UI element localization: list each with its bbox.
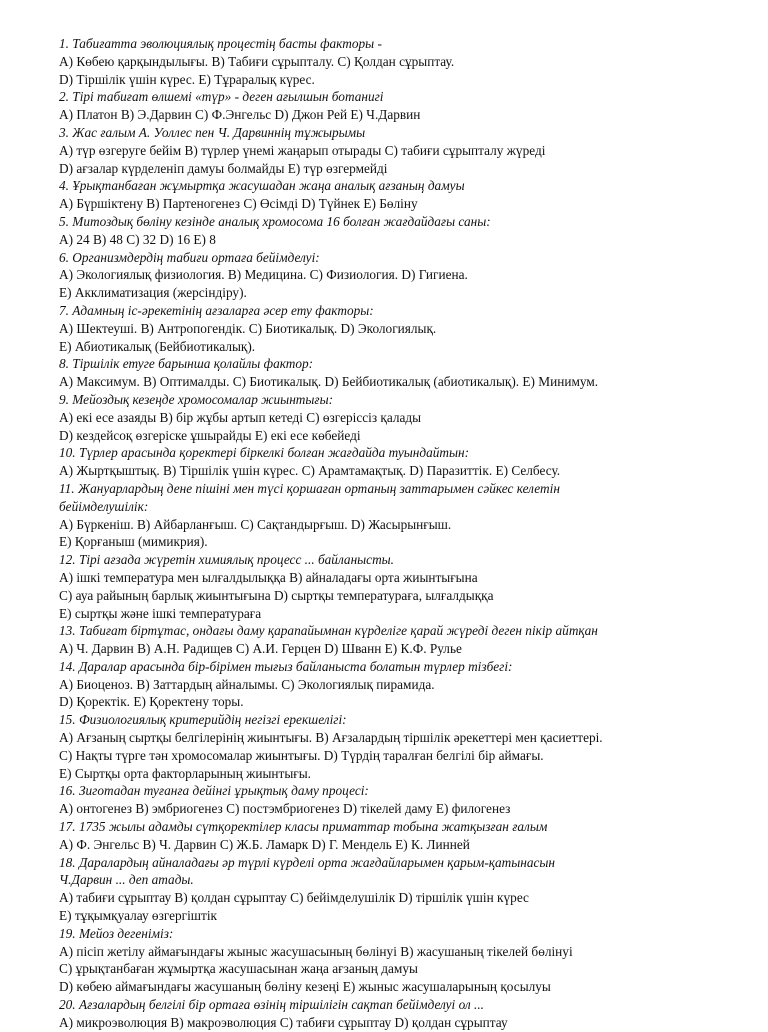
answer-options-line: D) Тіршілік үшін күрес. E) Тұраралық күрес. — [59, 71, 315, 87]
answer-options-line: A) Ағзаның сыртқы белгілерінің жиынтығы. B) Ағзалардың тіршілік әрекеттері мен қасиеттері. — [59, 730, 603, 746]
question-line: 14. Даралар арасында бір-бірімен тығыз байланыста болатын түрлер тізбегі: — [59, 658, 513, 674]
answer-options-line: A) табиғи сұрыптау B) қолдан сұрыптау C) бейімделушілік D) тіршілік үшін күрес — [59, 890, 529, 906]
answer-options-line: A) Көбею қарқындылығы. B) Табиғи сұрыпталу. C) Қолдан сұрыптау. — [59, 53, 455, 69]
answer-options-line: E) Қорғаныш (мимикрия). — [59, 534, 208, 550]
answer-options-line: D) кездейсоқ өзгеріске ұшырайды E) екі есе көбейеді — [59, 427, 361, 443]
question-line: 20. Ағзалардың белгілі бір ортаға өзінің тіршілігін сақтап бейімделуі ол ... — [59, 997, 484, 1013]
answer-options-line: A) Шектеуші. B) Антропогендік. C) Биотикалық. D) Экологиялық. — [59, 320, 437, 336]
question-line: Ч.Дарвин ... деп атады. — [59, 872, 194, 888]
answer-options-line: A) Бүркеніш. B) Айбарланғыш. C) Сақтандырғыш. D) Жасырынғыш. — [59, 516, 452, 532]
answer-options-line: A) Биоценоз. B) Заттардың айналымы. C) Экологиялық пирамида. — [59, 676, 435, 692]
question-line: 15. Физиологиялық критерийдің негізгі ерекшелігі: — [59, 712, 347, 728]
question-line: 19. Мейоз дегеніміз: — [59, 925, 174, 941]
answer-options-line: D) көбею аймағындағы жасушаның бөліну кезеңі E) жыныс жасушаларының қосылуы — [59, 979, 551, 995]
answer-options-line: A) Экологиялық физиология. B) Медицина. C) Физиология. D) Гигиена. — [59, 267, 468, 283]
answer-options-line: A) микроэволюция B) макроэволюция C) табиғи сұрыптау D) қолдан сұрыптау — [59, 1014, 508, 1030]
answer-options-line: E) Абиотикалық (Бейбиотикалық). — [59, 338, 256, 354]
question-line: 4. Ұрықтанбаған жұмыртқа жасушадан жаңа аналық ағзаның дамуы — [59, 178, 465, 194]
answer-options-line: C) Нақты түрге тән хромосомалар жиынтығы. D) Түрдің таралған белгілі бір аймағы. — [59, 747, 544, 763]
question-line: 10. Түрлер арасында қоректері біркелкі болған жағдайда туындайтын: — [59, 445, 470, 461]
answer-options-line: E) сыртқы және ішкі температураға — [59, 605, 262, 621]
answer-options-line: A) пісіп жетілу аймағындағы жыныс жасушасының бөлінуі B) жасушаның тікелей бөлінуі — [59, 943, 573, 959]
question-line: бейімделушілік: — [59, 498, 149, 514]
answer-options-line: A) Ф. Энгельс B) Ч. Дарвин C) Ж.Б. Ламарк D) Г. Мендель E) К. Линней — [59, 836, 470, 852]
answer-options-line: C) ауа райының барлық жиынтығына D) сыртқы температураға, ылғалдыққа — [59, 587, 494, 603]
question-line: 16. Зиготадан туғанға дейінгі ұрықтық даму процесі: — [59, 783, 369, 799]
answer-options-line: D) ағзалар күрделеніп дамуы болмайды E) түр өзгермейді — [59, 160, 388, 176]
question-line: 6. Организмдердің табиғи ортаға бейімделуі: — [59, 249, 320, 265]
question-line: 12. Тірі ағзада жүретін химиялық процесс ... байланысты. — [59, 552, 394, 568]
answer-options-line: A) екі есе азаяды B) бір жұбы артып кетеді C) өзгеріссіз қалады — [59, 409, 422, 425]
answer-options-line: A) Бүршіктену B) Партеногенез C) Өсімді D) Түйнек E) Бөліну — [59, 196, 418, 212]
document-page — [59, 35, 739, 1032]
question-line: 17. 1735 жылы адамды сүтқоректілер класы приматтар тобына жатқызған ғалым — [59, 819, 548, 835]
answer-options-line: A) ішкі температура мен ылғалдылыққа B) айналадағы орта жиынтығына — [59, 569, 478, 585]
answer-options-line: A) Ч. Дарвин B) А.Н. Радищев C) А.И. Герцен D) Шванн E) К.Ф. Рулье — [59, 641, 462, 657]
answer-options-line: A) Жыртқыштық. B) Тіршілік үшін күрес. C) Арамтамақтық. D) Паразиттік. E) Селбесу. — [59, 463, 561, 479]
answer-options-line: A) 24 B) 48 C) 32 D) 16 E) 8 — [59, 231, 216, 247]
question-line: 3. Жас ғалым А. Уоллес пен Ч. Дарвиннің тұжырымы — [59, 124, 366, 140]
question-line: 13. Табиғат біртұтас, ондағы даму қарапайымнан күрделіге қарай жүреді деген пікір айтқан — [59, 623, 598, 639]
answer-options-line: A) түр өзгеруге бейім B) түрлер үнемі жаңарып отырады C) табиғи сұрыпталу жүреді — [59, 142, 546, 158]
question-line: 11. Жануарлардың дене пішіні мен түсі қоршаған ортаның заттарымен сәйкес келетін — [59, 480, 560, 496]
answer-options-line: E) Акклиматизация (жерсіндіру). — [59, 285, 247, 301]
answer-options-line: C) ұрықтанбаған жұмыртқа жасушасынан жаңа ағзаның дамуы — [59, 961, 418, 977]
answer-options-line: A) онтогенез B) эмбриогенез C) постэмбриогенез D) тікелей даму E) филогенез — [59, 801, 511, 817]
answer-options-line: E) Сыртқы орта факторларының жиынтығы. — [59, 765, 311, 781]
answer-options-line: E) тұқымқуалау өзгергіштік — [59, 908, 218, 924]
question-line: 1. Табиғатта эволюциялық процестің басты факторы - — [59, 36, 382, 51]
question-line: 5. Митоздық бөліну кезінде аналық хромосома 16 болған жағдайдағы саны: — [59, 213, 491, 229]
question-line: 7. Адамның іс-әрекетінің ағзаларға әсер ету факторы: — [59, 302, 374, 318]
answer-options-line: A) Платон B) Э.Дарвин C) Ф.Энгельс D) Джон Рей E) Ч.Дарвин — [59, 107, 421, 123]
answer-options-line: A) Максимум. B) Оптималды. C) Биотикалық. D) Бейбиотикалық (абиотикалық). E) Минимум. — [59, 374, 599, 390]
question-line: 2. Тірі табиғат өлшемі «түр» - деген ағылшын ботанигі — [59, 89, 384, 105]
question-line: 8. Тіршілік етуге барынша қолайлы фактор: — [59, 356, 314, 372]
question-line: 18. Даралардың айналадағы әр түрлі күрделі орта жағдайларымен қарым-қатынасын — [59, 854, 555, 870]
answer-options-line: D) Қоректік. E) Қоректену торы. — [59, 694, 244, 710]
question-line: 9. Мейоздық кезеңде хромосомалар жиынтығы: — [59, 391, 334, 407]
